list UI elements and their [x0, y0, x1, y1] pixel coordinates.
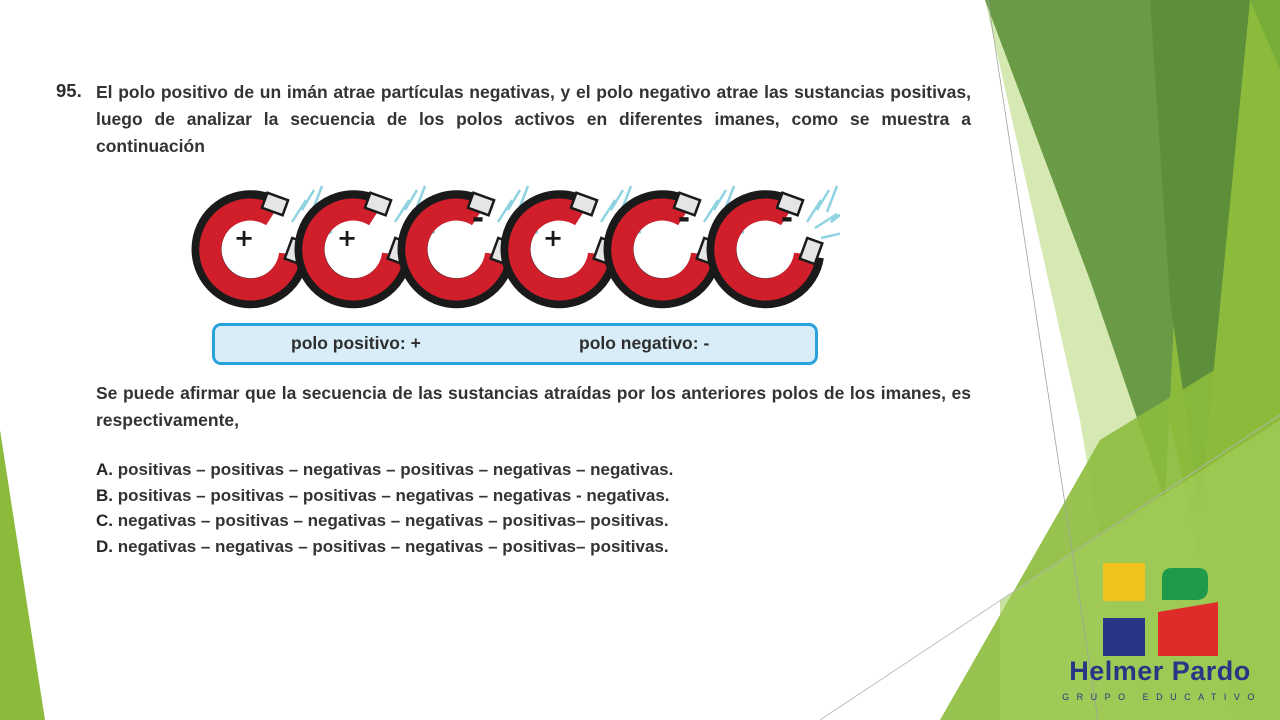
legend-negative: polo negativo: - — [579, 333, 710, 353]
magnet — [722, 186, 840, 293]
option-letter: D. — [96, 536, 113, 556]
pole-sign: - — [677, 201, 691, 236]
question-number: 95. — [56, 80, 82, 101]
option-a[interactable] — [96, 457, 673, 483]
brand-tagline: GRUPO EDUCATIVO — [1062, 692, 1262, 702]
pole-sign: + — [336, 224, 358, 252]
option-d[interactable] — [96, 534, 673, 560]
helmer-pardo-logo — [1100, 560, 1224, 660]
legend-positive: polo positivo: + — [291, 333, 421, 353]
pole-sign: + — [233, 224, 255, 252]
option-letter: C. — [96, 511, 113, 530]
pole-sign: + — [542, 224, 564, 252]
spark-lines — [807, 186, 840, 238]
magnets-illustration — [190, 168, 840, 313]
poles-legend — [212, 323, 818, 365]
pole-sign: - — [780, 201, 794, 236]
question-prompt: Se puede afirmar que la secuencia de las sustancias atraídas por los anteriores polos de los imanes, es respectivamente, — [96, 383, 971, 430]
pole-sign: - — [471, 201, 485, 236]
question-text: El polo positivo de un imán atrae partículas negativas, y el polo negativo atrae las sustancias positivas, luego de analizar la secuencia de los polos activos en diferentes imanes, como se muestra a continuación — [96, 82, 971, 156]
option-text: negativas – positivas – negativas – negativas – positivas– positivas. — [117, 511, 669, 530]
option-letter: A. — [96, 460, 113, 479]
option-text: positivas – positivas – positivas – negativas – negativas - negativas. — [117, 485, 670, 505]
option-text: negativas – negativas – positivas – negativas – positivas– positivas. — [117, 536, 669, 556]
option-b[interactable] — [96, 483, 673, 509]
answer-options — [96, 457, 673, 559]
brand-name: Helmer Pardo — [1069, 656, 1251, 686]
option-c[interactable] — [96, 508, 673, 534]
option-text: positivas – positivas – negativas – positivas – negativas – negativas. — [117, 460, 674, 479]
option-letter: B. — [96, 485, 113, 505]
